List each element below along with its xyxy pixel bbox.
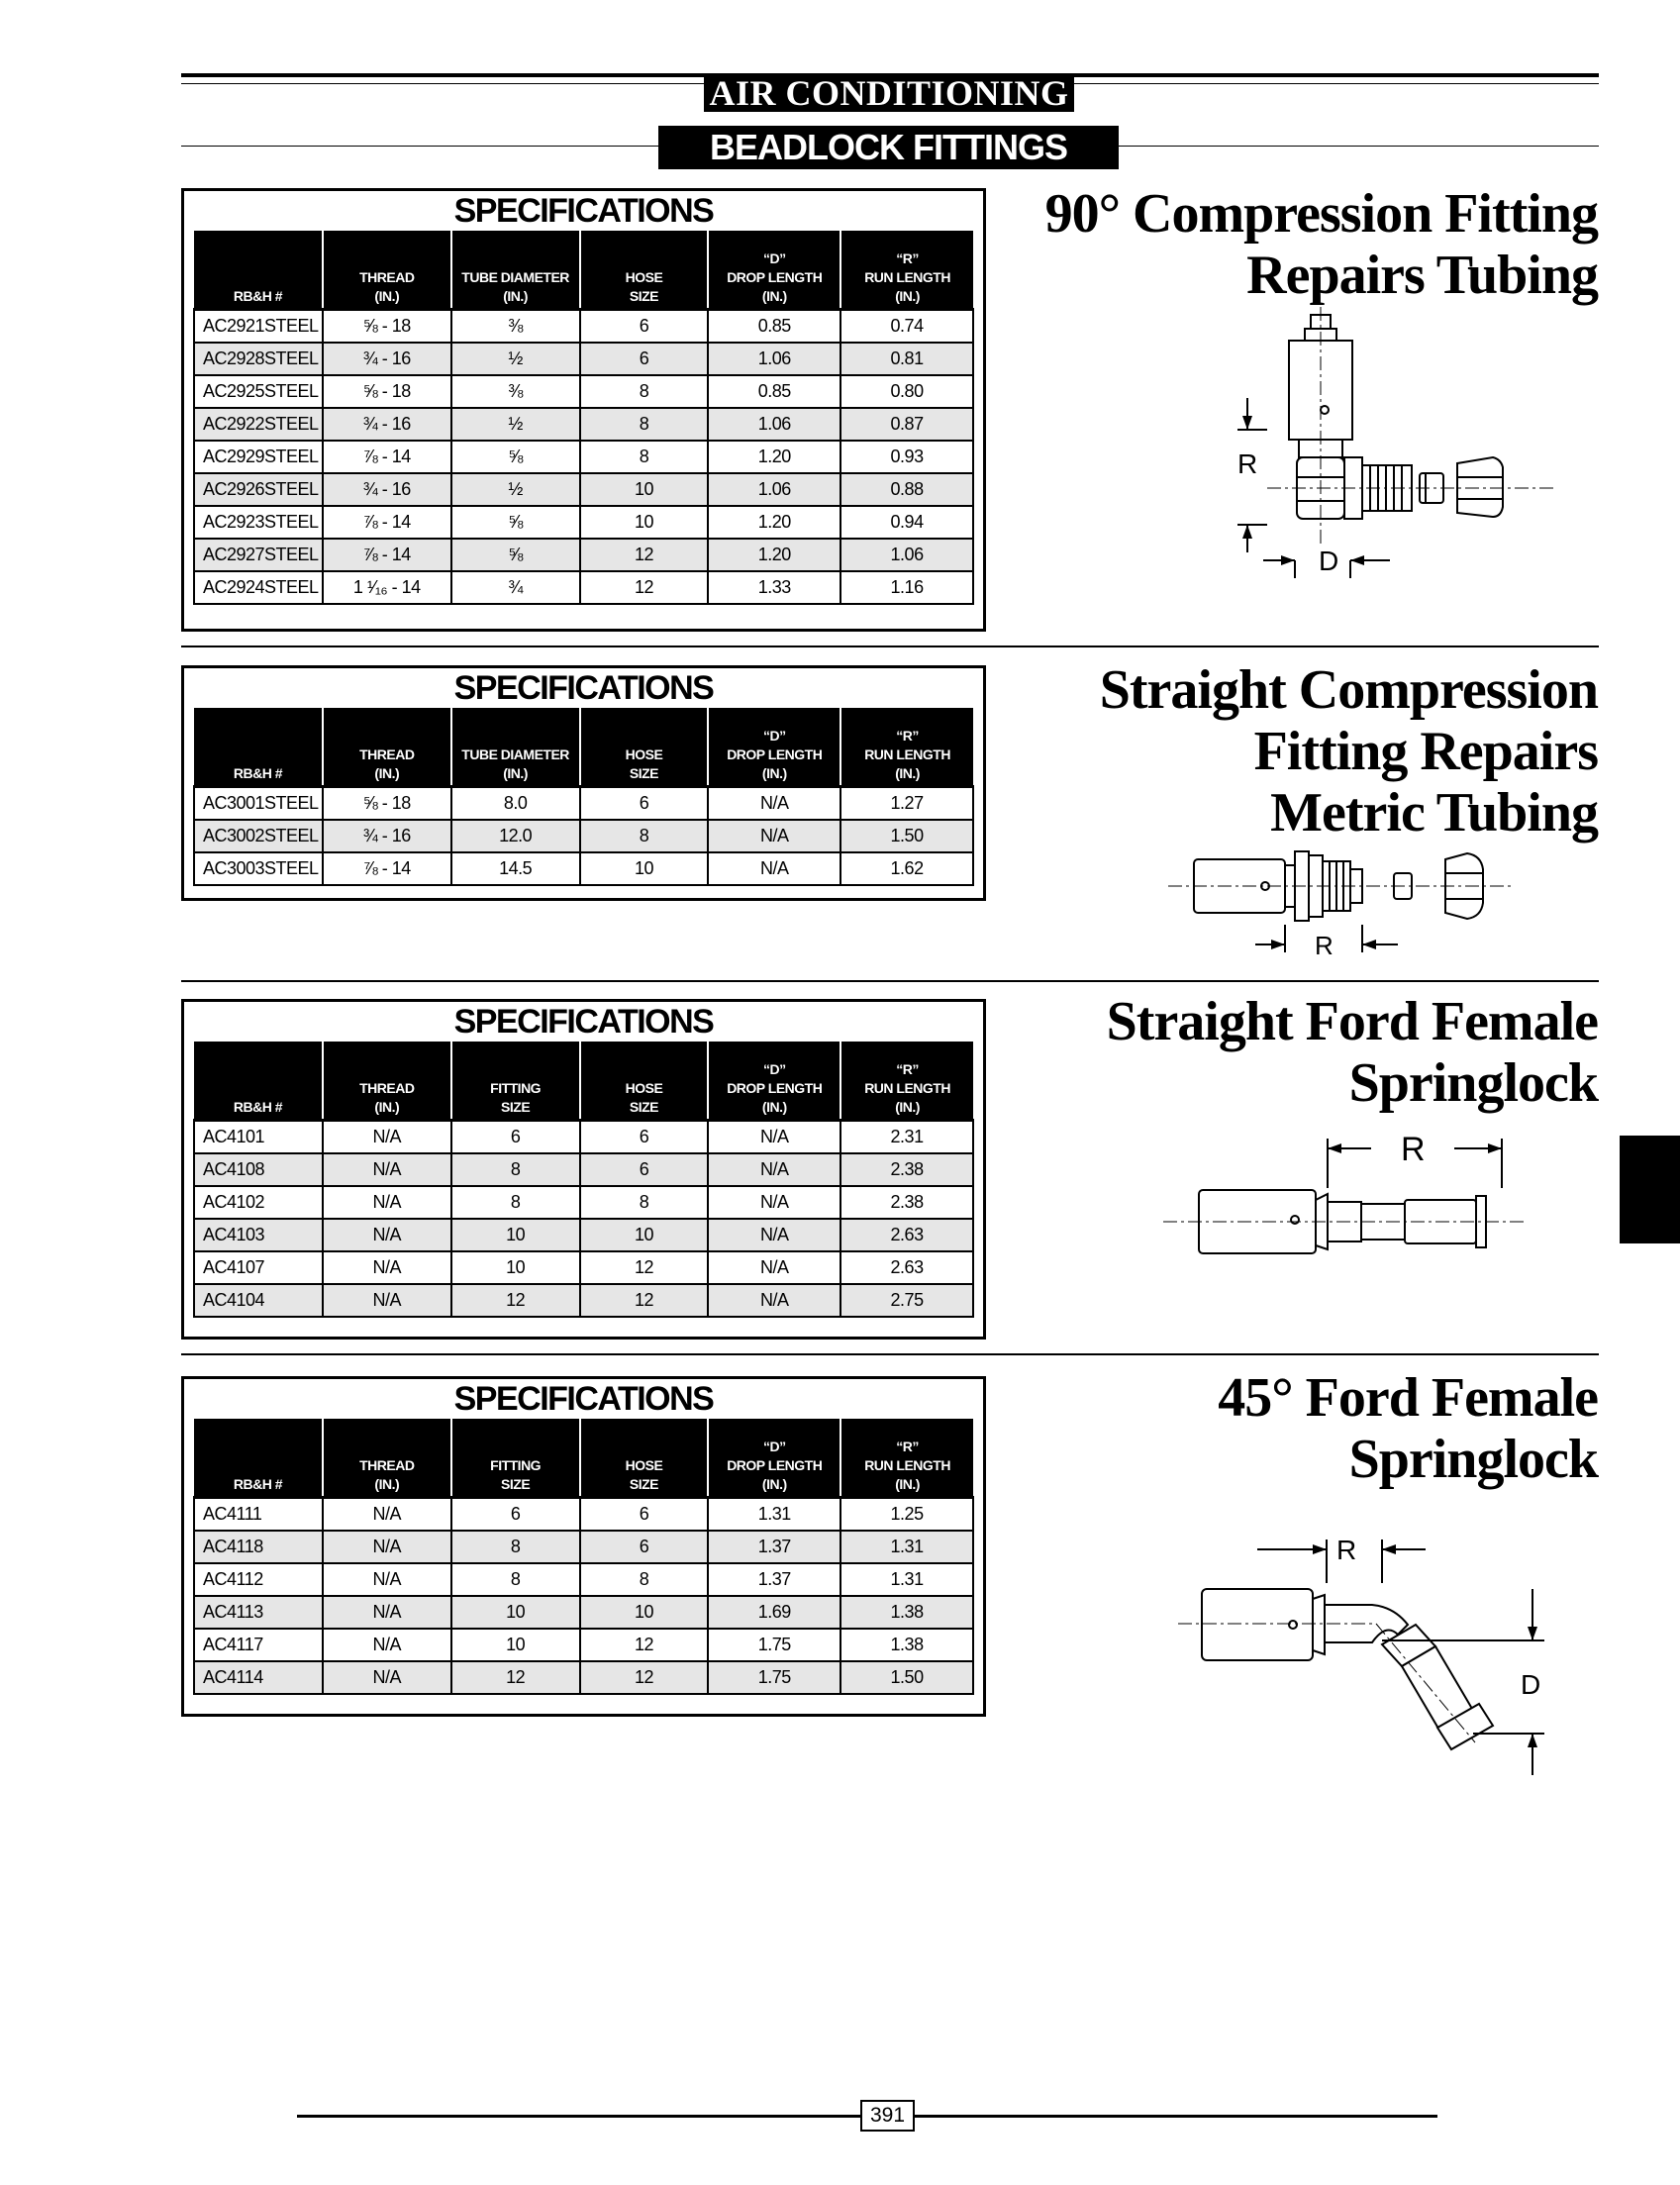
table-row [194,408,973,441]
table-cell: 1.31 [840,1531,973,1563]
table-cell: 1.75 [708,1629,840,1661]
table-cell: 0.94 [840,506,973,539]
product-title-line: 45° Ford Female [1218,1367,1598,1429]
part-number-cell: AC2929STEEL [194,441,323,473]
table-row [194,1531,973,1563]
table-cell: 8 [451,1186,580,1219]
table-cell: ¾ [451,571,580,604]
table-cell: 1.20 [708,506,840,539]
table-cell: N/A [323,1284,451,1317]
table-cell: 2.75 [840,1284,973,1317]
table-row [194,1251,973,1284]
part-number-cell: AC3002STEEL [194,820,323,852]
table-cell: 2.38 [840,1186,973,1219]
column-header: TUBE DIAMETER (IN.) [451,231,580,310]
table-cell: 1.37 [708,1531,840,1563]
table-cell: 10 [580,473,709,506]
table-cell: N/A [323,1661,451,1694]
column-header: RB&H # [194,1419,323,1498]
table-cell: 1.38 [840,1629,973,1661]
page-number: 391 [860,2100,915,2132]
table-row [194,1661,973,1694]
table-cell: N/A [323,1219,451,1251]
part-number-cell: AC4111 [194,1498,323,1532]
table-cell: 12 [451,1284,580,1317]
table-cell: 8 [580,1186,709,1219]
column-header: HOSE SIZE [580,1419,709,1498]
part-number-cell: AC4114 [194,1661,323,1694]
column-header: “R” RUN LENGTH (IN.) [840,708,973,787]
table-cell: 1.37 [708,1563,840,1596]
table-cell: 0.80 [840,375,973,408]
table-row [194,1186,973,1219]
table-cell: 0.93 [840,441,973,473]
table-cell: ½ [451,473,580,506]
table-cell: 6 [580,310,709,344]
table-cell: 8 [580,441,709,473]
table-cell: 0.85 [708,375,840,408]
part-number-cell: AC4118 [194,1531,323,1563]
table-cell: 12 [451,1661,580,1694]
table-cell: 1 ¹⁄₁₆ - 14 [323,571,451,604]
table-cell: N/A [323,1498,451,1532]
table-cell: 8 [451,1531,580,1563]
table-cell: N/A [708,1186,840,1219]
column-header: “R” RUN LENGTH (IN.) [840,1419,973,1498]
table-cell: 8 [580,375,709,408]
table-row [194,1563,973,1596]
table-row [194,1219,973,1251]
table-cell: ¾ - 16 [323,343,451,375]
table-cell: 6 [451,1498,580,1532]
table-cell: N/A [323,1153,451,1186]
part-number-cell: AC4112 [194,1563,323,1596]
product-title [1100,659,1598,844]
category-title: AIR CONDITIONING [704,74,1074,112]
column-header: “D” DROP LENGTH (IN.) [708,1419,840,1498]
dimension-label-d: D [1319,546,1339,576]
table-cell: 12 [580,1629,709,1661]
table-cell: N/A [323,1121,451,1154]
table-cell: 2.31 [840,1121,973,1154]
part-number-cell: AC4102 [194,1186,323,1219]
column-header: HOSE SIZE [580,231,709,310]
column-header: HOSE SIZE [580,1042,709,1121]
section-thumb-tab [1620,1136,1680,1243]
table-cell: ⅝ - 18 [323,375,451,408]
table-cell: 10 [580,852,709,885]
fitting-diagram-straight-compression [1168,842,1525,960]
table-cell: N/A [323,1531,451,1563]
table-cell: 6 [580,1498,709,1532]
table-cell: N/A [323,1186,451,1219]
table-cell: ¾ - 16 [323,473,451,506]
table-row [194,1596,973,1629]
table-cell: 8 [580,820,709,852]
table-cell: 1.31 [708,1498,840,1532]
footer-rule-right [915,2115,1437,2118]
table-cell: 1.06 [708,343,840,375]
footer-rule-left [297,2115,860,2118]
table-cell: N/A [708,1121,840,1154]
product-title-line: Repairs Tubing [1246,245,1598,306]
table-cell: 10 [451,1219,580,1251]
column-header: “D” DROP LENGTH (IN.) [708,1042,840,1121]
subcategory-title: BEADLOCK FITTINGS [658,126,1119,169]
product-title [1107,991,1598,1114]
table-cell: 6 [580,1531,709,1563]
fitting-diagram-90-compression [1228,307,1604,584]
table-row [194,1153,973,1186]
table-cell: 1.38 [840,1596,973,1629]
table-cell: 1.20 [708,539,840,571]
table-cell: ¾ - 16 [323,408,451,441]
table-cell: N/A [708,1153,840,1186]
spec-table-box [181,188,986,632]
spec-title: SPECIFICATIONS [453,1003,714,1041]
spec-title: SPECIFICATIONS [453,1380,714,1418]
column-header: THREAD (IN.) [323,1419,451,1498]
part-number-cell: AC2925STEEL [194,375,323,408]
table-cell: ⅝ - 18 [323,787,451,821]
table-row [194,506,973,539]
table-cell: 10 [580,1219,709,1251]
part-number-cell: AC4113 [194,1596,323,1629]
table-cell: 8 [451,1153,580,1186]
table-cell: 10 [451,1596,580,1629]
table-cell: 2.63 [840,1219,973,1251]
column-header: TUBE DIAMETER (IN.) [451,708,580,787]
table-cell: 2.63 [840,1251,973,1284]
table-cell: ⅞ - 14 [323,506,451,539]
part-number-cell: AC2928STEEL [194,343,323,375]
table-cell: ¾ - 16 [323,820,451,852]
column-header: FITTING SIZE [451,1419,580,1498]
column-header: “D” DROP LENGTH (IN.) [708,231,840,310]
table-cell: 10 [580,506,709,539]
section-divider [181,646,1599,647]
table-cell: N/A [708,1251,840,1284]
dimension-label-r: R [1336,1535,1357,1565]
part-number-cell: AC2926STEEL [194,473,323,506]
table-cell: 1.31 [840,1563,973,1596]
table-cell: N/A [323,1629,451,1661]
table-cell: 8.0 [451,787,580,821]
column-header: “R” RUN LENGTH (IN.) [840,231,973,310]
part-number-cell: AC4101 [194,1121,323,1154]
table-cell: ½ [451,408,580,441]
product-title [1045,183,1598,306]
table-row [194,852,973,885]
product-title [1218,1367,1598,1490]
part-number-cell: AC2927STEEL [194,539,323,571]
column-header: FITTING SIZE [451,1042,580,1121]
product-title-line: Fitting Repairs [1253,721,1598,782]
fitting-diagram-straight-springlock [1163,1129,1539,1297]
part-number-cell: AC3003STEEL [194,852,323,885]
table-cell: 6 [580,1121,709,1154]
table-cell: 8 [580,408,709,441]
column-header: RB&H # [194,231,323,310]
product-title-line: Straight Compression [1099,659,1598,721]
table-cell: N/A [323,1596,451,1629]
spec-table-box [181,665,986,901]
part-number-cell: AC2921STEEL [194,310,323,344]
table-row [194,539,973,571]
table-cell: 1.06 [840,539,973,571]
fitting-diagram-45-springlock [1178,1530,1574,1787]
table-cell: 10 [451,1629,580,1661]
column-header: THREAD (IN.) [323,231,451,310]
table-cell: ⅜ [451,375,580,408]
table-cell: 8 [451,1563,580,1596]
table-cell: N/A [708,1219,840,1251]
table-cell: ⅝ [451,539,580,571]
table-cell: 1.06 [708,408,840,441]
spec-table [193,231,974,605]
table-cell: ⅝ [451,441,580,473]
column-header: “D” DROP LENGTH (IN.) [708,708,840,787]
table-cell: ⅞ - 14 [323,852,451,885]
table-cell: 8 [580,1563,709,1596]
table-row [194,473,973,506]
table-cell: 12 [580,1284,709,1317]
dimension-label-r: R [1315,931,1334,960]
table-cell: 1.25 [840,1498,973,1532]
table-cell: ⅜ [451,310,580,344]
table-row [194,1121,973,1154]
spec-table-box [181,1376,986,1717]
table-cell: 1.69 [708,1596,840,1629]
column-header: THREAD (IN.) [323,1042,451,1121]
table-cell: N/A [323,1251,451,1284]
section-divider [181,1353,1599,1355]
table-cell: 0.85 [708,310,840,344]
table-cell: 0.74 [840,310,973,344]
table-cell: 1.27 [840,787,973,821]
column-header: HOSE SIZE [580,708,709,787]
column-header: THREAD (IN.) [323,708,451,787]
table-row [194,820,973,852]
dimension-label-r: R [1401,1131,1426,1168]
table-cell: 12.0 [451,820,580,852]
table-cell: 1.62 [840,852,973,885]
part-number-cell: AC4107 [194,1251,323,1284]
table-cell: 6 [451,1121,580,1154]
table-cell: N/A [708,820,840,852]
table-cell: N/A [708,787,840,821]
column-header: RB&H # [194,708,323,787]
section-divider [181,980,1599,982]
dimension-label-d: D [1521,1669,1541,1700]
table-cell: 1.50 [840,820,973,852]
part-number-cell: AC4108 [194,1153,323,1186]
table-cell: 12 [580,1661,709,1694]
spec-title: SPECIFICATIONS [453,669,714,707]
spec-title: SPECIFICATIONS [453,192,714,230]
table-cell: 1.20 [708,441,840,473]
table-cell: ⅝ - 18 [323,310,451,344]
column-header: RB&H # [194,1042,323,1121]
table-cell: 1.50 [840,1661,973,1694]
part-number-cell: AC4117 [194,1629,323,1661]
table-cell: 10 [451,1251,580,1284]
part-number-cell: AC4104 [194,1284,323,1317]
part-number-cell: AC2924STEEL [194,571,323,604]
table-cell: 12 [580,571,709,604]
table-cell: 6 [580,787,709,821]
table-cell: 12 [580,1251,709,1284]
table-cell: 0.88 [840,473,973,506]
table-cell: 12 [580,539,709,571]
table-cell: N/A [708,1284,840,1317]
product-title-line: 90° Compression Fitting [1044,183,1598,245]
table-row [194,1284,973,1317]
table-row [194,787,973,821]
table-cell: 1.75 [708,1661,840,1694]
table-row [194,375,973,408]
table-cell: ½ [451,343,580,375]
product-title-line: Springlock [1348,1429,1598,1490]
table-cell: 2.38 [840,1153,973,1186]
table-row [194,571,973,604]
table-cell: 6 [580,1153,709,1186]
product-title-line: Springlock [1348,1052,1598,1114]
part-number-cell: AC3001STEEL [194,787,323,821]
table-cell: 1.33 [708,571,840,604]
table-cell: 10 [580,1596,709,1629]
table-row [194,1629,973,1661]
column-header: “R” RUN LENGTH (IN.) [840,1042,973,1121]
table-cell: 1.06 [708,473,840,506]
spec-table [193,708,974,886]
table-cell: ⅝ [451,506,580,539]
table-cell: N/A [708,852,840,885]
part-number-cell: AC4103 [194,1219,323,1251]
table-cell: 0.87 [840,408,973,441]
spec-table-box [181,999,986,1340]
table-cell: 14.5 [451,852,580,885]
table-row [194,441,973,473]
table-cell: ⅞ - 14 [323,441,451,473]
table-cell: N/A [323,1563,451,1596]
table-row [194,310,973,344]
table-cell: 1.16 [840,571,973,604]
product-title-line: Straight Ford Female [1106,991,1598,1052]
spec-table [193,1042,974,1318]
table-row [194,343,973,375]
table-row [194,1498,973,1532]
spec-table [193,1419,974,1695]
part-number-cell: AC2922STEEL [194,408,323,441]
table-cell: 6 [580,343,709,375]
product-title-line: Metric Tubing [1270,782,1598,844]
part-number-cell: AC2923STEEL [194,506,323,539]
table-cell: 0.81 [840,343,973,375]
dimension-label-r: R [1237,448,1258,479]
table-cell: ⅞ - 14 [323,539,451,571]
